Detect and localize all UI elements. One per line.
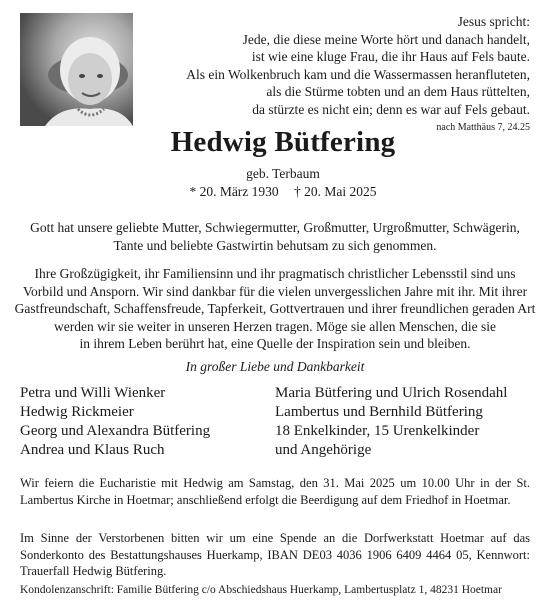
mourner-name: Petra und Willi Wienker	[20, 385, 166, 401]
portrait-photo	[20, 13, 133, 126]
life-dates	[148, 184, 418, 200]
quote-line: Jesus spricht:	[457, 14, 530, 29]
paragraph-line: Tante und beliebte Gastwirtin behutsam zu sich genommen.	[113, 237, 437, 253]
birth-date: * 20. März 1930	[189, 184, 279, 199]
mourner-name: Andrea und Klaus Ruch	[20, 442, 165, 458]
mourner-name: und Angehörige	[275, 442, 372, 458]
condolence-address: Kondolenzanschrift: Familie Bütfering c/o Abschiedshaus Huerkamp, Lambertusplatz 1, 48231 Hoetmar	[20, 584, 502, 596]
bible-quote	[150, 13, 530, 134]
paragraph-line: Ihre Großzügigkeit, ihr Familiensinn und ihr pragmatisch christlicher Lebensstil sind uns	[34, 266, 516, 281]
quote-line: ist wie eine kluge Frau, die ihr Haus auf Fels baute.	[251, 49, 530, 64]
mourners-left	[20, 384, 210, 460]
donation-notice: Im Sinne der Verstorbenen bitten wir um eine Spende an die Dorfwerkstatt Hoetmar auf das Sonderkonto des Bestattungshauses Huerkamp, IBAN DE03 4036 1906 6409 4464 05, Kennwort: Trauerfall Hedwig Bütfering.	[20, 531, 530, 578]
paragraph-line: werden wir sie weiter in unseren Herzen tragen. Möge sie allen Menschen, die sie	[54, 318, 496, 334]
quote-line: Jede, die diese meine Worte hört und danach handelt,	[242, 31, 530, 47]
paragraph-line: in ihrem Leben berührt hat, eine Quelle der Inspiration sein und bleiben.	[79, 336, 471, 351]
tribute-paragraph	[14, 265, 536, 353]
paragraph-line: Gastfreundschaft, Schaffensfreude, Tapferkeit, Gottvertrauen und ihrer freundlichen geraden Art	[14, 301, 536, 316]
paragraph-line: Vorbild und Ansporn. Wir sind dankbar für die vielen unvergesslichen Jahre mit ihr. Mit ihrer	[22, 283, 528, 299]
quote-line: als die Stürme tobten und an dem Haus rüttelten,	[266, 84, 530, 99]
service-notice: Wir feiern die Eucharistie mit Hedwig am Samstag, den 31. Mai 2025 um 10.00 Uhr in der St. Lambertus Kirche in Hoetmar; anschließend erfolgt die Beerdigung auf dem Friedhof in Hoetmar.	[20, 476, 530, 507]
mourner-name: Lambertus und Bernhild Bütfering	[275, 404, 483, 420]
mourner-name: Maria Bütfering und Ulrich Rosendahl	[275, 385, 508, 401]
deceased-name: Hedwig Bütfering	[170, 126, 396, 158]
birth-name: geb. Terbaum	[246, 166, 320, 181]
quote-line: Als ein Wolkenbruch kam und die Wassermassen heranfluteten,	[186, 66, 530, 82]
announcement-paragraph	[14, 219, 536, 254]
mourner-name: Georg und Alexandra Bütfering	[20, 423, 211, 439]
quote-line: da stürzte es nicht ein; denn es war auf Fels gebaut.	[252, 101, 530, 117]
closing-line: In großer Liebe und Dankbarkeit	[185, 359, 365, 374]
mourner-name: Hedwig Rickmeier	[20, 404, 134, 420]
mourner-name: 18 Enkelkinder, 15 Urenkelkinder	[275, 423, 480, 439]
quote-source: nach Matthäus 7, 24.25	[436, 122, 530, 133]
mourners-right	[275, 384, 507, 460]
death-date: † 20. Mai 2025	[294, 184, 377, 199]
paragraph-line: Gott hat unsere geliebte Mutter, Schwiegermutter, Großmutter, Urgroßmutter, Schwägerin,	[30, 220, 520, 235]
